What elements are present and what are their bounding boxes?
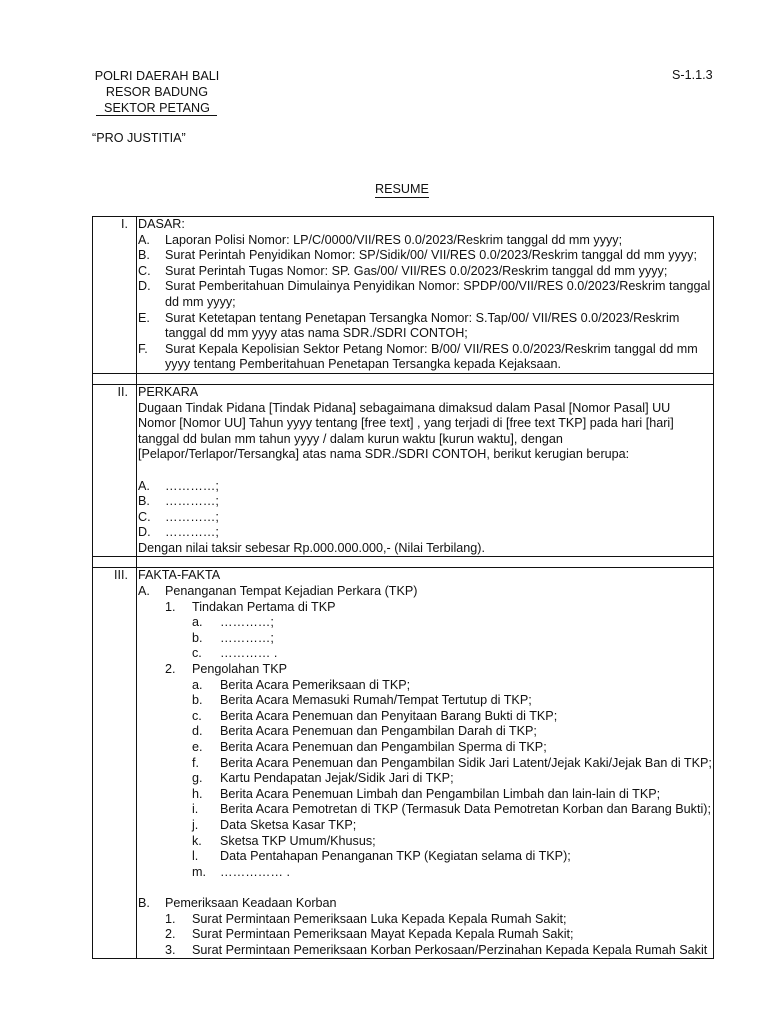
list-item-text: Berita Acara Penemuan Limbah dan Pengambilan Limbah dan lain-lain di TKP; — [220, 786, 661, 801]
subsection-title: Penanganan Tempat Kejadian Perkara (TKP) — [165, 584, 418, 599]
list-item-text: Laporan Polisi Nomor: LP/C/0000/VII/RES 0.0/2023/Reskrim tanggal dd mm yyyy; — [165, 232, 623, 247]
dasar-item — [138, 279, 713, 310]
nilai-taksir: Dengan nilai taksir sebesar Rp.000.000.000,- (Nilai Terbilang). — [138, 540, 485, 555]
list-marker: a. — [192, 615, 203, 630]
org-line-3: SEKTOR PETANG — [104, 101, 210, 115]
dasar-item — [138, 311, 713, 342]
section-number: II. — [93, 384, 137, 557]
list-item-text: …………… . — [220, 864, 290, 879]
dasar-list — [138, 233, 713, 373]
pemeriksaan-item — [138, 943, 713, 959]
list-marker: i. — [192, 802, 199, 817]
pengolahan-item — [138, 865, 713, 881]
list-marker: D. — [138, 279, 151, 294]
spacer-row — [93, 557, 714, 568]
pengolahan-item — [138, 849, 713, 865]
list-marker: m. — [192, 864, 206, 879]
pemeriksaan-korban-list — [138, 912, 713, 959]
list-item-text: …………; — [220, 615, 274, 630]
list-item-text: …………; — [165, 494, 219, 509]
list-item-text: Berita Acara Pemeriksaan di TKP; — [220, 677, 411, 692]
list-marker: A. — [138, 232, 150, 247]
list-item-text: Surat Perintah Tugas Nomor: SP. Gas/00/ VII/RES 0.0/2023/Reskrim tanggal dd mm yyyy; — [165, 263, 668, 278]
pemeriksaan-item — [138, 927, 713, 943]
resume-table — [92, 216, 714, 959]
subsection-title: Pemeriksaan Keadaan Korban — [165, 895, 337, 910]
pengolahan-list — [138, 678, 713, 881]
list-marker: 2. — [165, 927, 176, 942]
subsection-a2 — [138, 662, 713, 678]
subsection-title: Pengolahan TKP — [192, 662, 287, 677]
list-marker: e. — [192, 740, 203, 754]
perkara-paragraph: Dugaan Tindak Pidana [Tindak Pidana] sebagaimana dimaksud dalam Pasal [Nomor Pasal] UU Nomor [Nomor UU] Tahun yyyy tentang [free text] , yang terjadi di [free text TKP] pada hari [hari] tanggal dd bulan mm tahun yyyy / dalam kurun waktu [kurun waktu], dengan [Pelapor/Terlapor/Tersangka] atas nama SDR./SDRI CONTOH, berikut kerugian berupa: — [138, 400, 674, 462]
section-dasar — [93, 217, 714, 374]
list-marker: c. — [192, 708, 202, 723]
list-marker: F. — [138, 341, 148, 356]
list-marker: 2. — [165, 662, 176, 677]
list-item-text: …………; — [165, 478, 219, 493]
tindakan-item — [138, 646, 713, 662]
subsection-b — [138, 896, 713, 912]
list-item-text: Surat Ketetapan tentang Penetapan Tersangka Nomor: S.Tap/00/ VII/RES 0.0/2023/Reskrim tanggal dd mm yyyy atas nama SDR./SDRI CONTOH; — [165, 310, 680, 341]
list-item-text: Surat Pemberitahuan Dimulainya Penyidikan Nomor: SPDP/00/VII/RES 0.0/2023/Reskrim tanggal dd mm yyyy; — [165, 279, 711, 309]
pro-justitia: “PRO JUSTITIA” — [92, 131, 186, 145]
section-title: PERKARA — [138, 384, 199, 399]
list-marker: d. — [192, 724, 203, 739]
header-org — [92, 68, 222, 116]
pengolahan-item — [138, 818, 713, 834]
dasar-item — [138, 342, 713, 373]
section-number: I. — [93, 217, 137, 374]
kerugian-item — [138, 510, 713, 526]
tindakan-list — [138, 615, 713, 662]
list-item-text: Surat Permintaan Pemeriksaan Luka Kepada Kepala Rumah Sakit; — [192, 911, 567, 926]
kerugian-item — [138, 494, 713, 510]
pengolahan-item — [138, 771, 713, 787]
list-marker: C. — [138, 509, 151, 524]
pengolahan-item — [138, 693, 713, 709]
list-item-text: …………; — [165, 509, 219, 524]
kerugian-item — [138, 525, 713, 541]
dasar-item — [138, 248, 713, 264]
list-item-text: Sketsa TKP Umum/Khusus; — [220, 833, 376, 848]
subsection-title: Tindakan Pertama di TKP — [192, 599, 336, 614]
list-item-text: Surat Kepala Kepolisian Sektor Petang Nomor: B/00/ VII/RES 0.0/2023/Reskrim tanggal dd mm yyyy tentang Pemberitahuan Penetapan Tersangka kepada Kejaksaan. — [165, 341, 698, 372]
list-item-text: ………… . — [220, 646, 278, 661]
list-item-text: Berita Acara Pemotretan di TKP (Termasuk Data Pemotretan Korban dan Barang Bukti); — [220, 802, 711, 817]
tindakan-item — [138, 615, 713, 631]
list-marker: b. — [192, 630, 203, 645]
list-marker: 3. — [165, 942, 176, 957]
list-item-text: Data Sketsa Kasar TKP; — [220, 817, 357, 832]
list-item-text: Berita Acara Penemuan dan Penyitaan Barang Bukti di TKP; — [220, 708, 558, 723]
list-marker: 1. — [165, 911, 176, 926]
org-line-2: RESOR BADUNG — [105, 85, 209, 99]
list-item-text: Berita Acara Penemuan dan Pengambilan Sperma di TKP; — [220, 740, 547, 754]
subsection-a — [138, 584, 713, 600]
list-marker: E. — [138, 310, 150, 325]
list-marker: A. — [138, 478, 150, 493]
org-line-1: POLRI DAERAH BALI — [94, 69, 220, 83]
spacer-row — [93, 373, 714, 384]
pemeriksaan-item — [138, 912, 713, 928]
list-marker: A. — [138, 584, 150, 599]
pengolahan-item — [138, 834, 713, 850]
list-item-text: Surat Permintaan Pemeriksaan Korban Perkosaan/Perzinahan Kepada Kepala Rumah Sakit — [192, 942, 708, 957]
list-marker: a. — [192, 677, 203, 692]
list-item-text: …………; — [165, 525, 219, 540]
list-item-text: Berita Acara Memasuki Rumah/Tempat Tertutup di TKP; — [220, 693, 532, 708]
list-item-text: Berita Acara Penemuan dan Pengambilan Darah di TKP; — [220, 724, 537, 739]
section-number: III. — [93, 568, 137, 959]
list-marker: j. — [192, 817, 199, 832]
list-marker: D. — [138, 525, 151, 540]
section-title: DASAR: — [138, 217, 185, 231]
section-perkara — [93, 384, 714, 557]
list-marker: k. — [192, 833, 202, 848]
tindakan-item — [138, 631, 713, 647]
list-marker: B. — [138, 494, 150, 509]
list-item-text: Surat Permintaan Pemeriksaan Mayat Kepada Kepala Rumah Sakit; — [192, 927, 574, 942]
list-item-text: Kartu Pendapatan Jejak/Sidik Jari di TKP; — [220, 771, 454, 786]
list-item-text: Surat Perintah Penyidikan Nomor: SP/Sidik/00/ VII/RES 0.0/2023/Reskrim tanggal dd mm yyyy; — [165, 248, 697, 263]
pengolahan-item — [138, 802, 713, 818]
subsection-a1 — [138, 600, 713, 616]
dasar-item — [138, 233, 713, 249]
doc-title: RESUME — [375, 182, 429, 196]
list-marker: B. — [138, 895, 150, 910]
pengolahan-item — [138, 740, 713, 756]
dasar-item — [138, 264, 713, 280]
list-marker: b. — [192, 693, 203, 708]
pengolahan-item — [138, 709, 713, 725]
section-fakta — [93, 568, 714, 959]
list-marker: c. — [192, 646, 202, 661]
list-marker: h. — [192, 786, 203, 801]
list-marker: C. — [138, 263, 151, 278]
list-marker: 1. — [165, 599, 176, 614]
list-item-text: …………; — [220, 630, 274, 645]
pengolahan-item — [138, 724, 713, 740]
list-item-text: Data Pentahapan Penanganan TKP (Kegiatan selama di TKP); — [220, 849, 571, 864]
pengolahan-item — [138, 787, 713, 803]
list-item-text: Berita Acara Penemuan dan Pengambilan Sidik Jari Latent/Jejak Kaki/Jejak Ban di TKP; — [220, 755, 712, 770]
kerugian-list — [138, 479, 713, 541]
section-title: FAKTA-FAKTA — [138, 568, 221, 583]
list-marker: g. — [192, 771, 203, 786]
header-underline — [96, 115, 217, 116]
doc-code: S-1.1.3 — [672, 68, 713, 82]
list-marker: B. — [138, 248, 150, 263]
list-marker: l. — [192, 849, 199, 864]
list-marker: f. — [192, 755, 199, 770]
pengolahan-item — [138, 756, 713, 772]
pengolahan-item — [138, 678, 713, 694]
kerugian-item — [138, 479, 713, 495]
